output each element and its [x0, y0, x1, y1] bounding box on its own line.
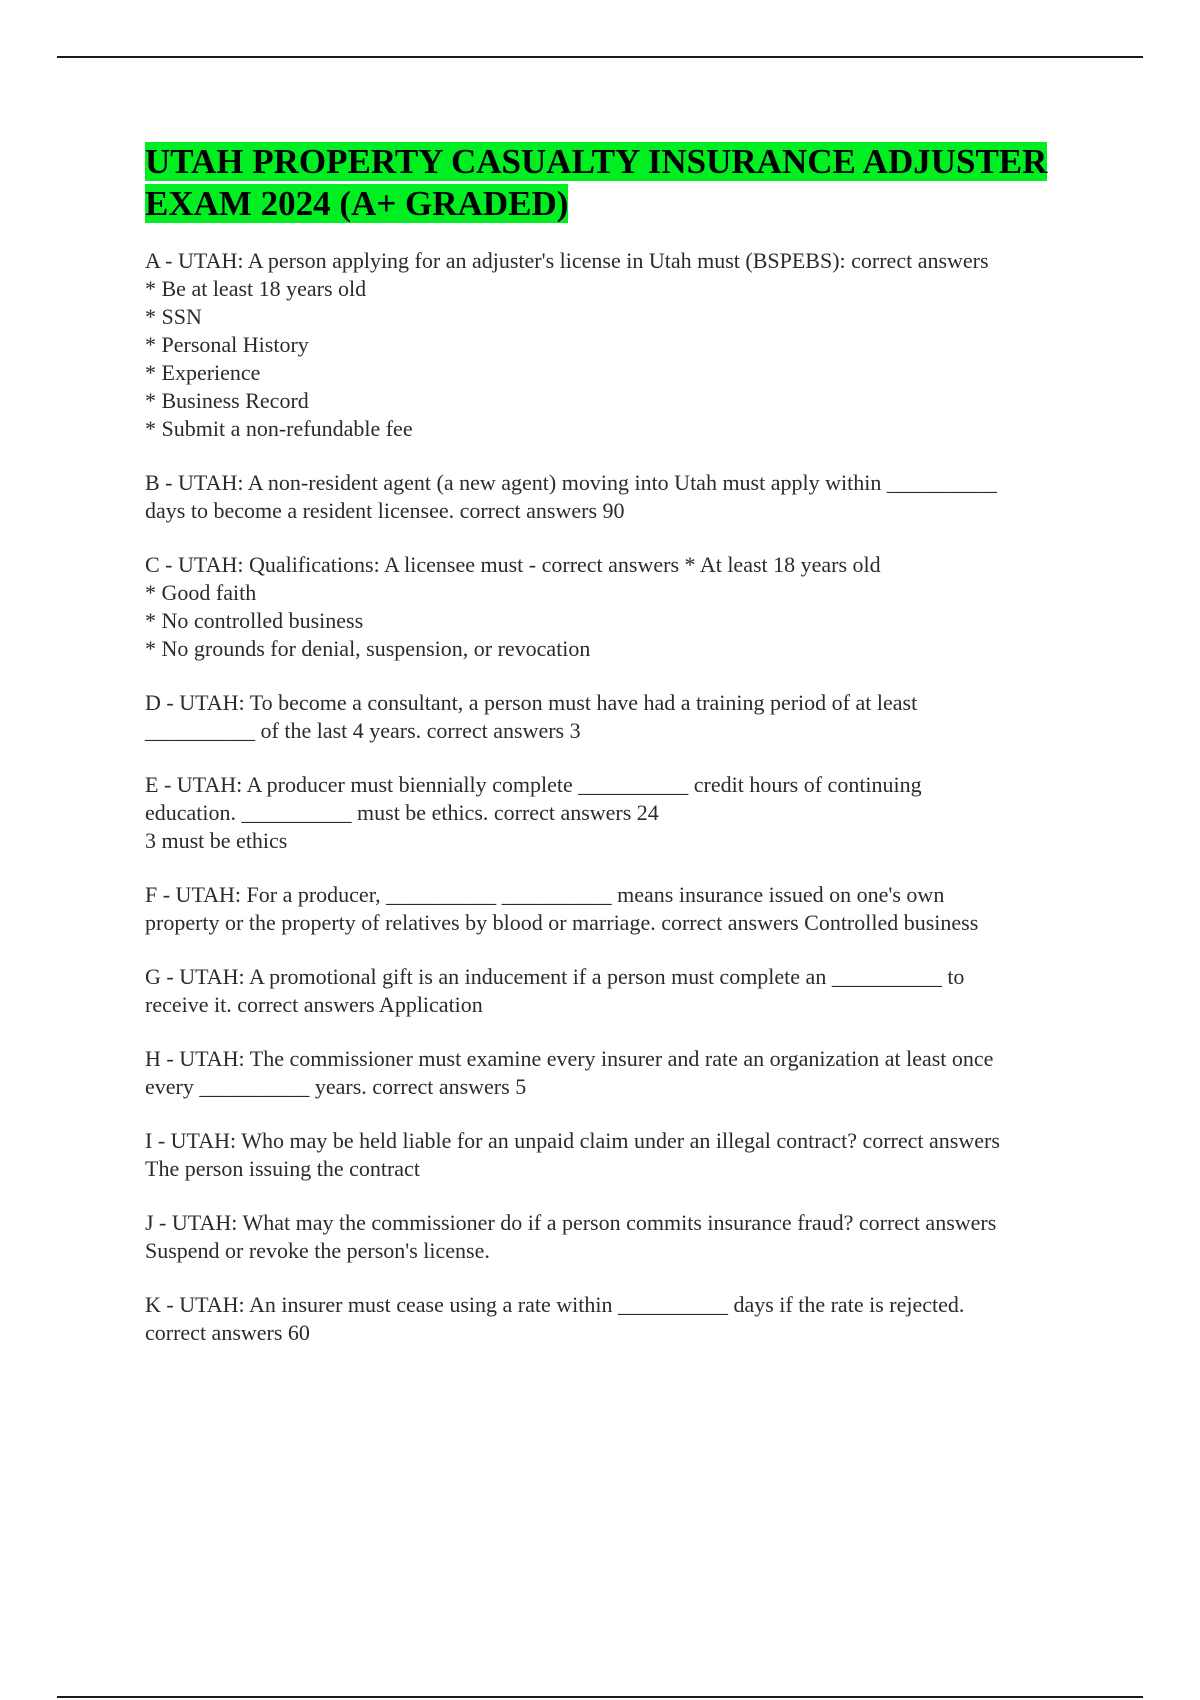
bottom-rule: [57, 1696, 1143, 1698]
question-line: receive it. correct answers Application: [145, 992, 483, 1017]
question-line: A - UTAH: A person applying for an adjuster's license in Utah must (BSPEBS): correct answers: [145, 248, 989, 273]
question-line: Suspend or revoke the person's license.: [145, 1238, 490, 1263]
question-line: property or the property of relatives by blood or marriage. correct answers Controlled business: [145, 910, 979, 935]
question-h: [145, 1045, 1095, 1101]
question-line: * Business Record: [145, 388, 309, 413]
question-k: [145, 1291, 1095, 1347]
question-line: G - UTAH: A promotional gift is an inducement if a person must complete an __________ to: [145, 964, 965, 989]
document-body: [145, 141, 1095, 1373]
question-line: * Good faith: [145, 580, 257, 605]
question-line: * Experience: [145, 360, 261, 385]
question-a: [145, 247, 1095, 443]
question-line: * Personal History: [145, 332, 309, 357]
question-line: H - UTAH: The commissioner must examine every insurer and rate an organization at least once: [145, 1046, 994, 1071]
question-line: * No grounds for denial, suspension, or revocation: [145, 636, 591, 661]
question-g: [145, 963, 1095, 1019]
question-line: J - UTAH: What may the commissioner do if a person commits insurance fraud? correct answers: [145, 1210, 997, 1235]
question-line: C - UTAH: Qualifications: A licensee must - correct answers * At least 18 years old: [145, 552, 881, 577]
question-line: I - UTAH: Who may be held liable for an unpaid claim under an illegal contract? correct answers: [145, 1128, 1000, 1153]
question-line: * Be at least 18 years old: [145, 276, 367, 301]
question-line: correct answers 60: [145, 1320, 310, 1345]
question-line: * SSN: [145, 304, 202, 329]
question-line: K - UTAH: An insurer must cease using a rate within __________ days if the rate is rejected.: [145, 1292, 965, 1317]
question-i: [145, 1127, 1095, 1183]
question-line: 3 must be ethics: [145, 828, 288, 853]
question-f: [145, 881, 1095, 937]
question-line: days to become a resident licensee. correct answers 90: [145, 498, 625, 523]
document-title: [145, 141, 1095, 225]
question-line: D - UTAH: To become a consultant, a person must have had a training period of at least: [145, 690, 918, 715]
question-j: [145, 1209, 1095, 1265]
question-line: B - UTAH: A non-resident agent (a new agent) moving into Utah must apply within __________: [145, 470, 997, 495]
question-d: [145, 689, 1095, 745]
title-line-2: EXAM 2024 (A+ GRADED): [145, 184, 569, 223]
question-line: * No controlled business: [145, 608, 364, 633]
question-line: __________ of the last 4 years. correct answers 3: [145, 718, 581, 743]
question-line: education. __________ must be ethics. correct answers 24: [145, 800, 659, 825]
question-e: [145, 771, 1095, 855]
title-line-1: UTAH PROPERTY CASUALTY INSURANCE ADJUSTER: [145, 142, 1048, 181]
question-line: every __________ years. correct answers 5: [145, 1074, 527, 1099]
question-b: [145, 469, 1095, 525]
top-rule: [57, 56, 1143, 58]
question-line: The person issuing the contract: [145, 1156, 420, 1181]
question-line: * Submit a non-refundable fee: [145, 416, 413, 441]
question-line: F - UTAH: For a producer, __________ __________ means insurance issued on one's own: [145, 882, 945, 907]
question-c: [145, 551, 1095, 663]
question-line: E - UTAH: A producer must biennially complete __________ credit hours of continuing: [145, 772, 922, 797]
